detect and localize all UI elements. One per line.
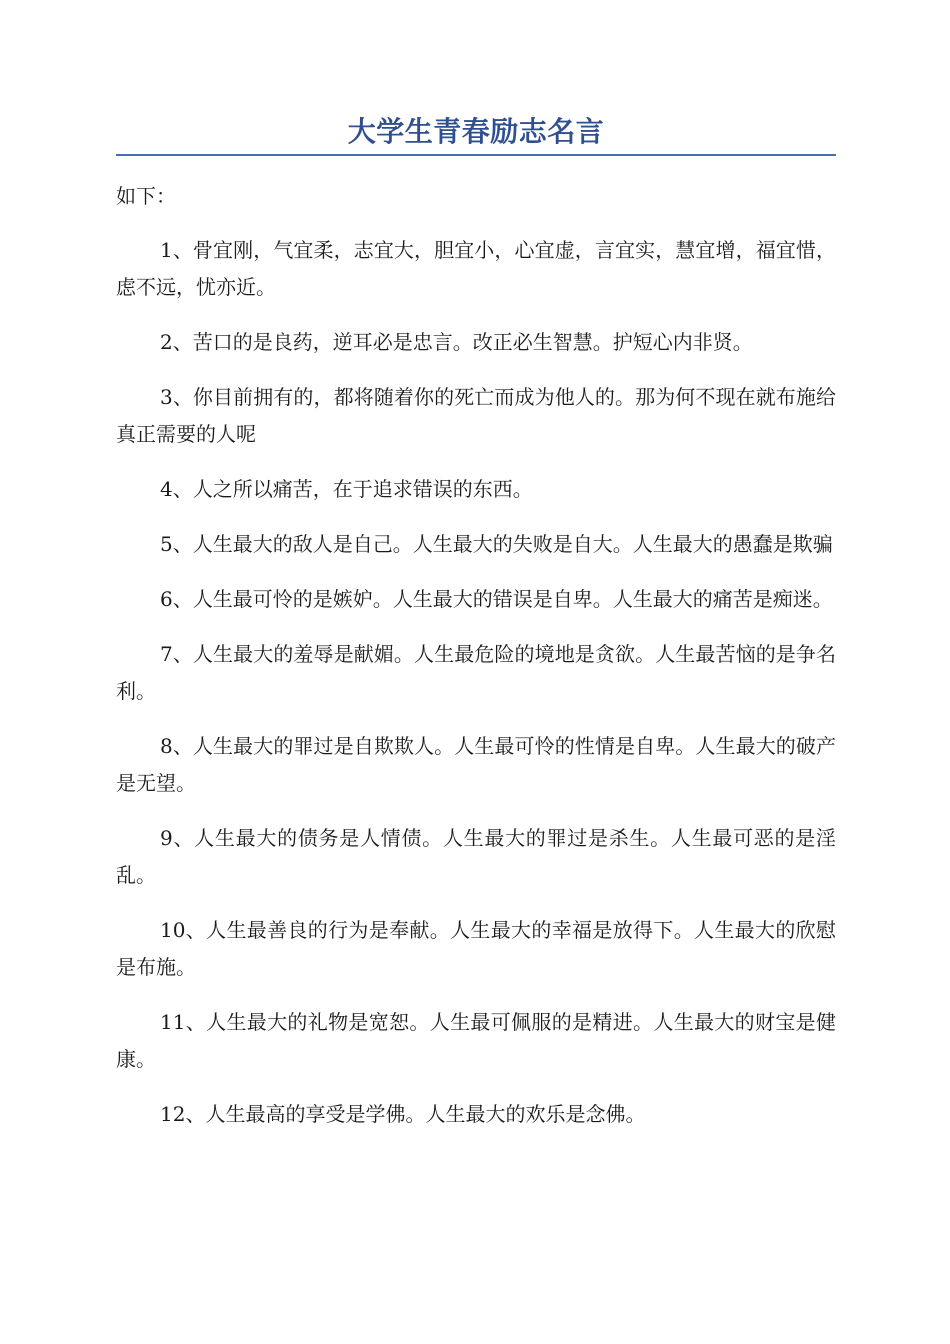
quote-item: 8、人生最大的罪过是自欺欺人。人生最可怜的性情是自卑。人生最大的破产是无望。 xyxy=(116,734,836,795)
document-page xyxy=(116,112,836,1133)
intro-text: 如下： xyxy=(116,184,176,208)
quote-list xyxy=(116,232,836,1133)
quote-item: 7、人生最大的羞辱是献媚。人生最危险的境地是贪欲。人生最苦恼的是争名利。 xyxy=(116,642,836,703)
document-title: 大学生青春励志名言 xyxy=(347,115,605,148)
quote-item: 12、人生最高的享受是学佛。人生最大的欢乐是念佛。 xyxy=(160,1102,646,1126)
quote-item: 2、苦口的是良药，逆耳必是忠言。改正必生智慧。护短心内非贤。 xyxy=(160,330,753,354)
title-underline xyxy=(116,154,836,156)
quote-item: 9、人生最大的债务是人情债。人生最大的罪过是杀生。人生最可恶的是淫乱。 xyxy=(116,826,836,887)
quote-item: 10、人生最善良的行为是奉献。人生最大的幸福是放得下。人生最大的欣慰是布施。 xyxy=(116,918,836,979)
quote-item: 11、人生最大的礼物是宽恕。人生最可佩服的是精进。人生最大的财宝是健康。 xyxy=(116,1010,836,1071)
quote-item: 5、人生最大的敌人是自己。人生最大的失败是自大。人生最大的愚蠢是欺骗 xyxy=(160,532,833,556)
quote-item: 6、人生最可怜的是嫉妒。人生最大的错误是自卑。人生最大的痛苦是痴迷。 xyxy=(160,587,833,611)
quote-item: 3、你目前拥有的，都将随着你的死亡而成为他人的。那为何不现在就布施给真正需要的人呢 xyxy=(116,385,836,446)
quote-item: 1、骨宜刚，气宜柔，志宜大，胆宜小，心宜虚，言宜实，慧宜增，福宜惜，虑不远，忧亦近。 xyxy=(116,238,836,299)
quote-item: 4、人之所以痛苦，在于追求错误的东西。 xyxy=(160,477,533,501)
